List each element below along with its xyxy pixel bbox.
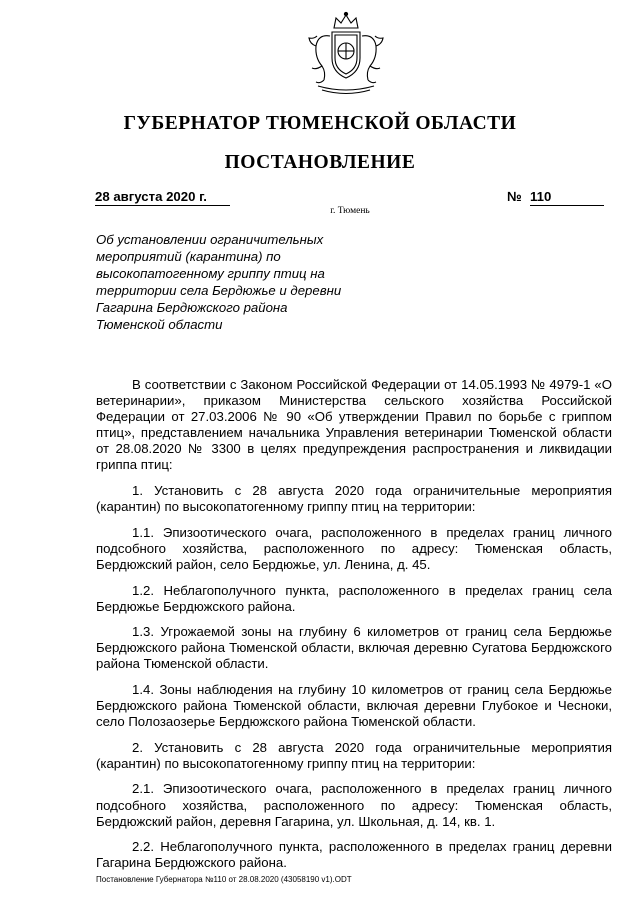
- org-title: ГУБЕРНАТОР ТЮМЕНСКОЙ ОБЛАСТИ: [123, 113, 517, 134]
- document-footer: Постановление Губернатора №110 от 28.08.2020 (43058190 v1).ODT: [96, 875, 352, 884]
- body-paragraph-1-1: 1.1. Эпизоотического очага, расположенного в пределах границ личного подсобного хозяйства, расположенного по адресу: Тюменская область, Бердюжский район, село Бердюжье, ул. Ленина, д. 45.: [96, 524, 612, 572]
- document-subject: Об установлении ограничительных мероприятий (карантина) по высокопатогенному гриппу птиц на территории села Бердюжье и деревни Гагарина Бердюжского района Тюменской области: [96, 232, 342, 332]
- document-body: [96, 377, 612, 881]
- body-paragraph-preamble: В соответствии с Законом Российской Федерации от 14.05.1993 № 4979-1 «О ветеринарии», приказом Министерства сельского хозяйства Российской Федерации от 27.03.2006 № 90 «Об утверждении Правил по борьбе с гриппом птиц», представлением начальника Управления ветеринарии Тюменской области от 28.08.2020 № 3300 в целях предупреждения распространения и ликвидации гриппа птиц:: [96, 377, 612, 473]
- document-type: ПОСТАНОВЛЕНИЕ: [224, 152, 416, 173]
- document-number: 110: [530, 189, 604, 206]
- body-paragraph-1-4: 1.4. Зоны наблюдения на глубину 10 километров от границ села Бердюжье Бердюжского района Тюменской области, включая деревни Глубокое и Чесноки, село Полозаозерье Бердюжского района Тюменской области.: [96, 682, 612, 730]
- document-date: 28 августа 2020 г.: [95, 189, 230, 206]
- body-paragraph-2-1: 2.1. Эпизоотического очага, расположенного в пределах границ личного подсобного хозяйства, расположенного по адресу: Тюменская область, Бердюжский район, деревня Гагарина, ул. Школьная, д. 14, кв. 1.: [96, 781, 612, 829]
- body-paragraph-2: 2. Установить с 28 августа 2020 года ограничительные мероприятия (карантин) по высокопатогенному гриппу птиц на территории:: [96, 739, 612, 771]
- body-paragraph-1: 1. Установить с 28 августа 2020 года ограничительные мероприятия (карантин) по высокопатогенному гриппу птиц на территории:: [96, 483, 612, 515]
- body-paragraph-1-2: 1.2. Неблагополучного пункта, расположенного в пределах границ села Бердюжье Бердюжского района.: [96, 582, 612, 614]
- document-number-label: №: [507, 189, 522, 204]
- body-paragraph-2-2: 2.2. Неблагополучного пункта, расположенного в пределах границ деревни Гагарина Бердюжского района.: [96, 839, 612, 871]
- document-city: г. Тюмень: [330, 206, 370, 216]
- body-paragraph-1-3: 1.3. Угрожаемой зоны на глубину 6 километров от границ села Бердюжье Бердюжского района Тюменской области, включая деревню Сугатова Бердюжского района Тюменской области.: [96, 624, 612, 672]
- tyumen-oblast-coat-of-arms-icon: [300, 6, 392, 98]
